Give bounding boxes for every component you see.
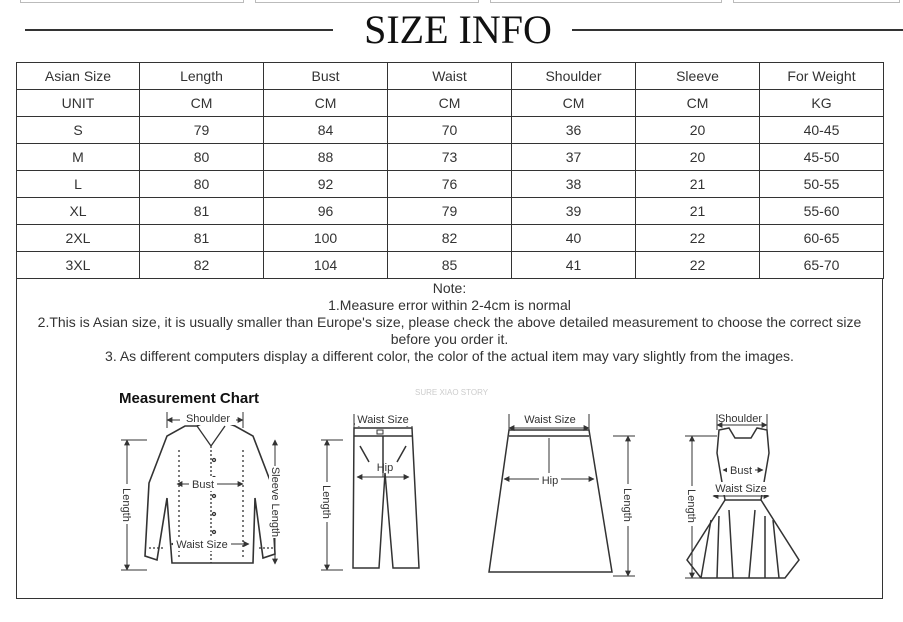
measurement-chart xyxy=(17,278,882,598)
pants-hip-label: Hip xyxy=(376,462,394,474)
table-cell: 60-65 xyxy=(760,225,884,252)
table-row xyxy=(17,198,884,225)
table-cell: CM xyxy=(512,90,636,117)
note-heading: Note: xyxy=(432,280,467,296)
table-row xyxy=(17,144,884,171)
skirt-length-label: Length xyxy=(621,488,633,522)
table-cell: 45-50 xyxy=(760,144,884,171)
title-rule-left xyxy=(25,29,333,31)
shirt-length-label: Length xyxy=(120,488,132,522)
table-cell: Length xyxy=(140,63,264,90)
table-cell: Sleeve xyxy=(636,63,760,90)
page-title: SIZE INFO xyxy=(364,7,552,52)
table-cell: 81 xyxy=(140,198,264,225)
table-cell: 81 xyxy=(140,225,264,252)
table-row xyxy=(17,117,884,144)
pants-waist-label: Waist Size xyxy=(357,414,409,426)
table-cell: CM xyxy=(140,90,264,117)
table-row xyxy=(17,252,884,279)
skirt-waist-label: Waist Size xyxy=(524,414,576,426)
note-line-1: 1.Measure error within 2-4cm is normal xyxy=(328,297,571,313)
table-cell: 79 xyxy=(388,198,512,225)
table-cell: For Weight xyxy=(760,63,884,90)
table-cell: M xyxy=(17,144,140,171)
table-cell: 76 xyxy=(388,171,512,198)
table-cell: CM xyxy=(636,90,760,117)
shirt-waist-label: Waist Size xyxy=(176,539,228,551)
table-cell: 85 xyxy=(388,252,512,279)
table-cell: 96 xyxy=(264,198,388,225)
dress-bust-label: Bust xyxy=(729,465,753,477)
table-cell: 73 xyxy=(388,144,512,171)
pants-length-label: Length xyxy=(320,485,332,519)
table-cell: 80 xyxy=(140,144,264,171)
pants-diagram xyxy=(353,428,419,568)
table-cell: Waist xyxy=(388,63,512,90)
skirt-hip-label: Hip xyxy=(541,475,559,487)
watermark: SURE XIAO STORY xyxy=(415,388,489,397)
table-row xyxy=(17,171,884,198)
table-cell: 22 xyxy=(636,252,760,279)
table-cell: 3XL xyxy=(17,252,140,279)
dress-shoulder-label: Shoulder xyxy=(717,413,763,425)
dress-diagram xyxy=(687,428,799,578)
table-cell: 55-60 xyxy=(760,198,884,225)
table-cell: 20 xyxy=(636,117,760,144)
table-cell: 39 xyxy=(512,198,636,225)
table-cell: 50-55 xyxy=(760,171,884,198)
table-cell: 2XL xyxy=(17,225,140,252)
table-cell: UNIT xyxy=(17,90,140,117)
note-line-3: 3. As different computers display a different color, the color of the actual item may vary slightly from the images. xyxy=(105,348,794,364)
table-cell: 92 xyxy=(264,171,388,198)
skirt-diagram xyxy=(489,430,612,572)
shirt-shoulder-label: Shoulder xyxy=(185,413,231,425)
title-bar xyxy=(0,8,903,52)
dress-length-label: Length xyxy=(685,489,697,523)
table-cell: 82 xyxy=(388,225,512,252)
top-tab-strip xyxy=(0,0,903,4)
table-cell: 21 xyxy=(636,198,760,225)
table-cell: 88 xyxy=(264,144,388,171)
shirt-bust-label: Bust xyxy=(191,479,215,491)
table-cell: CM xyxy=(388,90,512,117)
table-cell: 37 xyxy=(512,144,636,171)
table-cell: 36 xyxy=(512,117,636,144)
table-cell: 22 xyxy=(636,225,760,252)
measurement-chart-title: Measurement Chart xyxy=(119,390,260,407)
table-header-row xyxy=(17,63,884,90)
table-cell: 40-45 xyxy=(760,117,884,144)
table-unit-row xyxy=(17,90,884,117)
table-cell: L xyxy=(17,171,140,198)
table-cell: 104 xyxy=(264,252,388,279)
size-table xyxy=(16,62,884,279)
table-cell: 40 xyxy=(512,225,636,252)
table-cell: S xyxy=(17,117,140,144)
table-cell: 38 xyxy=(512,171,636,198)
table-cell: 84 xyxy=(264,117,388,144)
table-cell: 70 xyxy=(388,117,512,144)
note-line-2: 2.This is Asian size, it is usually smaller than Europe's size, please check the above detailed measurement to choose the correct size before you order it. xyxy=(37,314,862,347)
table-cell: CM xyxy=(264,90,388,117)
table-cell: 41 xyxy=(512,252,636,279)
table-cell: 82 xyxy=(140,252,264,279)
shirt-sleeve-label: Sleeve Length xyxy=(269,466,281,538)
table-cell: Asian Size xyxy=(17,63,140,90)
dress-waist-label: Waist Size xyxy=(715,483,767,495)
table-row xyxy=(17,225,884,252)
table-cell: Bust xyxy=(264,63,388,90)
table-cell: 20 xyxy=(636,144,760,171)
table-cell: 65-70 xyxy=(760,252,884,279)
table-cell: 79 xyxy=(140,117,264,144)
table-cell: KG xyxy=(760,90,884,117)
table-cell: 80 xyxy=(140,171,264,198)
table-cell: XL xyxy=(17,198,140,225)
table-cell: 100 xyxy=(264,225,388,252)
table-cell: Shoulder xyxy=(512,63,636,90)
notes-panel xyxy=(16,278,883,599)
title-rule-right xyxy=(572,29,903,31)
table-cell: 21 xyxy=(636,171,760,198)
